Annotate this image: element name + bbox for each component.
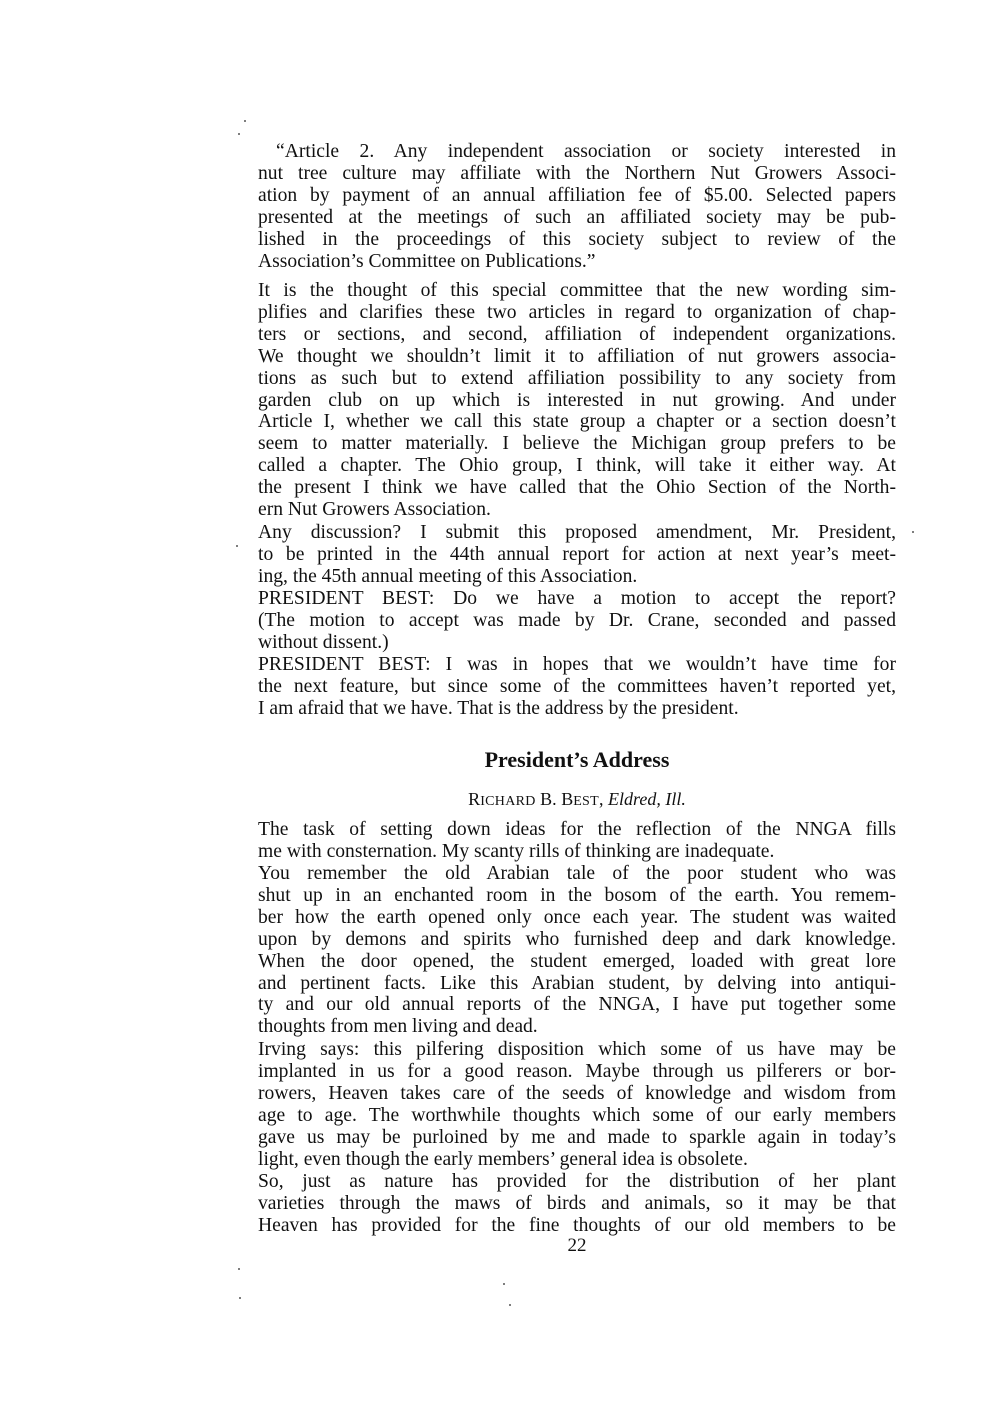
text-line: ty and our old annual reports of the NNGA, I have put together some xyxy=(258,994,896,1016)
author-last-initial: B xyxy=(561,789,574,809)
text-line: We thought we shouldn’t limit it to affiliation of nut growers associa- xyxy=(258,345,896,367)
text-line: You remember the old Arabian tale of the poor student who was xyxy=(258,863,896,884)
nature-paragraph xyxy=(258,1171,896,1237)
text-line: without dissent.) xyxy=(258,631,389,653)
text-line: rowers, Heaven takes care of the seeds of knowledge and wisdom from xyxy=(258,1082,896,1104)
text-line: garden club on up which is interested in nut growing. And under xyxy=(258,389,896,411)
text-line: age to age. The worthwhile thoughts which some of our early members xyxy=(258,1104,896,1126)
text-line: lished in the proceedings of this society subject to review of the xyxy=(258,228,896,250)
text-line: the next feature, but since some of the committees haven’t reported yet, xyxy=(258,675,896,697)
page-number: 22 xyxy=(567,1235,587,1256)
text-line: to be printed in the 44th annual report for action at next year’s meet- xyxy=(258,543,896,565)
text-line: gave us may be purloined by me and made to sparkle again in today’s xyxy=(258,1126,896,1148)
text-line: implanted in us for a good reason. Maybe through us pilferers or bor- xyxy=(258,1060,896,1082)
text-line: Any discussion? I submit this proposed amendment, Mr. President, xyxy=(258,522,896,543)
text-line: called a chapter. The Ohio group, I think, will take it either way. At xyxy=(258,455,896,477)
text-line: I am afraid that we have. That is the address by the president. xyxy=(258,697,739,719)
text-line: shut up in an enchanted room in the bosom of the earth. You remem- xyxy=(258,884,896,906)
committee-thought-paragraph xyxy=(258,280,896,521)
text-line: plifies and clarifies these two articles in regard to organization of chap- xyxy=(258,301,896,323)
president-hopes-paragraph xyxy=(258,654,896,720)
scan-speck xyxy=(503,1283,505,1285)
text-line: ation by payment of an annual affiliation fee of $5.00. Selected papers xyxy=(258,184,896,206)
scan-speck xyxy=(509,1304,511,1306)
text-line: PRESIDENT BEST: I was in hopes that we wouldn’t have time for xyxy=(258,654,896,675)
scan-speck xyxy=(236,545,238,547)
section-heading: President’s Address xyxy=(484,747,670,772)
scan-speck xyxy=(244,120,246,122)
byline-separator: , xyxy=(599,789,604,809)
text-line: ern Nut Growers Association. xyxy=(258,499,491,521)
text-line: ing, the 45th annual meeting of this Association. xyxy=(258,565,638,587)
text-line: It is the thought of this special committee that the new wording sim- xyxy=(258,280,896,301)
text-line: thoughts from men living and dead. xyxy=(258,1016,538,1038)
article-2-quote xyxy=(258,141,896,272)
text-line: When the door opened, the student emerged, loaded with great lore xyxy=(258,950,896,972)
text-line: nut tree culture may affiliate with the Northern Nut Growers Associ- xyxy=(258,162,896,184)
text-line: PRESIDENT BEST: Do we have a motion to accept the report? xyxy=(258,588,896,609)
text-line: presented at the meetings of such an affiliated society may be pub- xyxy=(258,206,896,228)
text-line: seem to matter materially. I believe the Michigan group prefers to be xyxy=(258,433,896,455)
text-line: “Article 2. Any independent association or society interested in xyxy=(276,141,896,162)
motion-paragraph xyxy=(258,588,896,654)
text-line: Article I, whether we call this state group a chapter or a section doesn’t xyxy=(258,411,896,433)
address-intro-paragraph xyxy=(258,819,896,863)
arabian-tale-paragraph xyxy=(258,863,896,1038)
scan-speck xyxy=(238,1268,240,1270)
author-byline xyxy=(258,789,896,810)
text-line: me with consternation. My scanty rills of thinking are inadequate. xyxy=(258,840,775,862)
author-first-initial: R xyxy=(468,789,481,809)
irving-paragraph xyxy=(258,1039,896,1170)
text-line: Irving says: this pilfering disposition which some of us have may be xyxy=(258,1039,896,1060)
text-line: light, even though the early members’ general idea is obsolete. xyxy=(258,1148,748,1170)
text-line: varieties through the maws of birds and animals, so it may be that xyxy=(258,1192,896,1214)
text-line: upon by demons and spirits who furnished deep and dark knowledge. xyxy=(258,928,896,950)
scan-speck xyxy=(238,133,240,135)
scan-speck xyxy=(239,1297,241,1299)
author-last-rest: EST xyxy=(573,794,599,809)
text-line: the present I think we have called that the Ohio Section of the North- xyxy=(258,477,896,499)
text-line: and pertinent facts. Like this Arabian student, by delving into antiqui- xyxy=(258,972,896,994)
text-line: ters or sections, and second, affiliation of independent organizations. xyxy=(258,323,896,345)
text-line: tions as such but to extend affiliation possibility to any society from xyxy=(258,367,896,389)
author-middle: B. xyxy=(540,789,557,809)
text-line: ber how the earth opened only once each year. The student was waited xyxy=(258,906,896,928)
scan-speck xyxy=(912,531,914,533)
text-line: The task of setting down ideas for the reflection of the NNGA fills xyxy=(258,819,896,840)
author-location: Eldred, Ill. xyxy=(608,789,686,809)
text-line: Heaven has provided for the fine thoughts of our old members to be xyxy=(258,1214,896,1236)
text-line: So, just as nature has provided for the distribution of her plant xyxy=(258,1171,896,1192)
discussion-paragraph xyxy=(258,522,896,588)
text-line: (The motion to accept was made by Dr. Crane, seconded and passed xyxy=(258,609,896,631)
author-first-rest: ICHARD xyxy=(480,794,536,809)
text-line: Association’s Committee on Publications.” xyxy=(258,250,596,272)
